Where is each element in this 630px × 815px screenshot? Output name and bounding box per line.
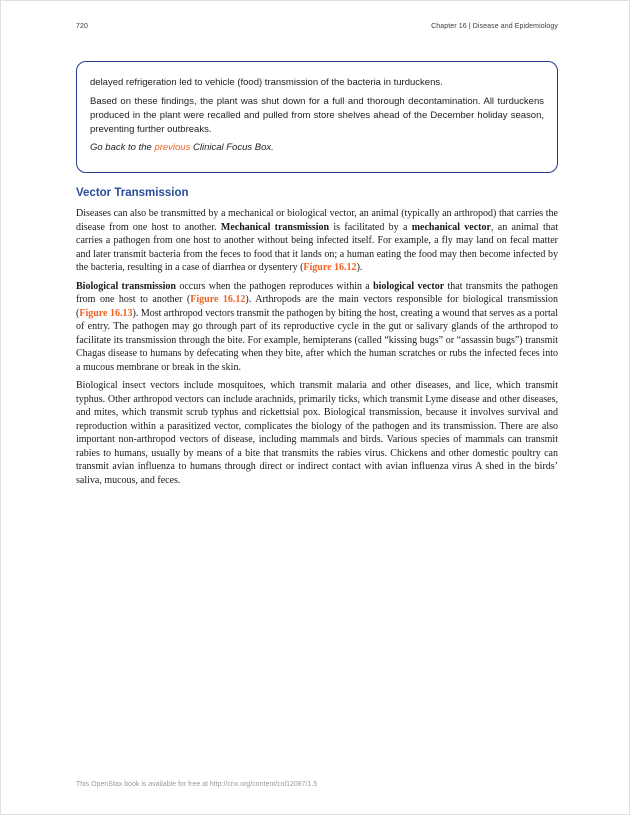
text-run: occurs when the pathogen reproduces within a: [176, 280, 374, 292]
text-run: Biological insect vectors include mosquitoes, which transmit malaria and other diseases, and lice, which transmit typhus. Other arthropod vectors can include arachnids, primarily ticks, which transmit Lyme disease and other diseases, and mites, which transmit scrub typhus and rickettsial pox. Biological transmission, because it involves survival and reproduction within a parasitized vector, complicates the biology of the pathogen and its transmission. There are also important non-arthropod vectors of disease, including mammals and birds. Various species of mammals can transmit rabies to humans, usually by means of a bite that transmits the rabies virus. Chickens and other domestic poultry can transmit avian influenza to humans through direct or indirect contact with avian influenza virus A shed in the birds’ saliva, mucous, and feces.: [76, 380, 558, 486]
page-number: 720: [76, 23, 88, 30]
previous-link[interactable]: previous: [154, 142, 191, 153]
text-run: mechanical vector: [411, 221, 491, 233]
text-run: ).: [356, 262, 363, 273]
text-run: Mechanical transmission: [220, 221, 330, 233]
paragraph: [90, 141, 544, 155]
text-run: , an animal that carries a pathogen from one host to another without being infected itself. For example, a fly may land on fecal matter and later transmit bacteria from the feces to food that it lands on; a human eating the food may then become infected by the bacteria, resulting in a case of diarrhea or dysentery (: [76, 221, 559, 273]
text-run: ). Arthropods are the main vectors responsible for biological transmission (: [76, 294, 558, 319]
figure-16-12-link[interactable]: Figure 16.12: [190, 294, 246, 305]
page-header: [76, 23, 558, 30]
text-run: Based on these findings, the plant was shut down for a full and thorough decontamination. All turduckens produced in the plant were recalled and pulled from store shelves ahead of the December holiday season, preventing further outbreaks.: [90, 95, 544, 135]
section-body: [76, 207, 558, 492]
footer-attribution-text: This OpenStax book is available for free at http://cnx.org/content/col12087/1.5: [76, 781, 318, 788]
text-run: ). Most arthropod vectors transmit the pathogen by biting the host, creating a wound that serves as a portal of entry. The pathogen may go through part of its reproductive cycle in the gut or salivary glands of the arthropod to facilitate its transmission through the bite. For example, hemipterans (called “kissing bugs” or “assassin bugs”) transmit Chagas disease to humans by defecating when they bite, after which the human scratches or rubs the infected feces into a mucous membrane or break in the skin.: [76, 307, 558, 373]
text-run: Biological transmission: [76, 280, 176, 292]
text-run: Clinical Focus Box.: [190, 142, 274, 153]
clinical-focus-box: [76, 61, 558, 173]
text-run: biological vector: [373, 280, 445, 292]
text-run: that transmits the pathogen from one host to another (: [76, 280, 558, 305]
figure-16-12-link[interactable]: Figure 16.12: [303, 262, 357, 273]
text-run: Diseases can also be transmitted by a mechanical or biological vector, an animal (typically an arthropod) that carries the disease from one host to another.: [76, 208, 558, 233]
chapter-title: Chapter 16 | Disease and Epidemiology: [431, 23, 558, 30]
figure-16-13-link[interactable]: Figure 16.13: [79, 307, 133, 319]
text-run: delayed refrigeration led to vehicle (food) transmission of the bacteria in turduckens.: [90, 77, 443, 88]
section-heading: Vector Transmission: [76, 187, 189, 199]
paragraph: [90, 76, 544, 90]
page-footer: [76, 781, 317, 788]
paragraph: [76, 379, 558, 487]
text-run: is facilitated by a: [329, 221, 412, 233]
paragraph: [76, 207, 558, 275]
paragraph: [76, 280, 558, 375]
paragraph: [90, 95, 544, 137]
text-run: Go back to the: [90, 142, 155, 153]
